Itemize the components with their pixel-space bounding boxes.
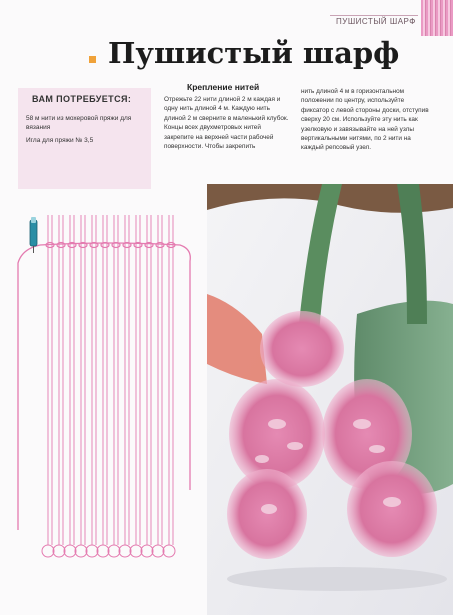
thread-ball-loop bbox=[108, 545, 120, 557]
requirement-item: 58 м нити из мохеровой пряжи для вязания bbox=[26, 115, 132, 131]
thread-ball-loop bbox=[42, 545, 54, 557]
page-title: Пушистый шарф bbox=[108, 36, 400, 70]
thread-ball-loop bbox=[86, 545, 98, 557]
instructions-column-2: нить длиной 4 м в горизонтальном положении по центру, используйте фиксатор с левой стороны доски, отступив сверху 20 см. Используйте эту нить как узелковую и завязывайте на ней узлы вертикальными нитями, по 2 нити на каждый репсовый узел. bbox=[301, 88, 429, 152]
thread-mounting-diagram bbox=[10, 215, 195, 585]
holding-cord bbox=[40, 243, 190, 490]
instructions-heading: Крепление нитей bbox=[187, 82, 260, 92]
holding-cord-left bbox=[18, 245, 40, 530]
scarf-photo-illustration bbox=[207, 184, 453, 615]
yarn-swatch-thumbnail bbox=[421, 0, 453, 36]
thread-ball-loop bbox=[64, 545, 76, 557]
thread-end-loops bbox=[42, 545, 175, 557]
thread-ball-loop bbox=[75, 545, 87, 557]
thread-diagram-svg bbox=[10, 215, 195, 585]
thread-ball-loop bbox=[141, 545, 153, 557]
thread-ball-loop bbox=[97, 545, 109, 557]
thread-ball-loop bbox=[130, 545, 142, 557]
thread-ball-loop bbox=[163, 545, 175, 557]
vertical-threads bbox=[48, 215, 173, 545]
thread-ball-loop bbox=[119, 545, 131, 557]
repp-knot bbox=[57, 243, 65, 248]
thread-ball-loop bbox=[152, 545, 164, 557]
section-label: ПУШИСТЫЙ ШАРФ bbox=[336, 17, 416, 26]
scarf-photo bbox=[207, 184, 453, 615]
instructions-column-1: Отрежьте 22 нити длиной 2 м каждая и одну нить длиной 4 м. Каждую нить длиной 2 м сверните в маленький клубок. Концы всех двухметровых нитей закрепите на верхней части рабочей поверхности. Чтобы закрепить bbox=[164, 96, 289, 151]
orange-bullet-icon bbox=[89, 56, 96, 63]
requirement-item: Игла для пряжи № 3,5 bbox=[26, 137, 94, 144]
header-rule bbox=[330, 15, 418, 16]
thread-ball-loop bbox=[53, 545, 65, 557]
requirements-heading: ВАМ ПОТРЕБУЕТСЯ: bbox=[32, 94, 132, 104]
repp-knot bbox=[156, 243, 164, 248]
